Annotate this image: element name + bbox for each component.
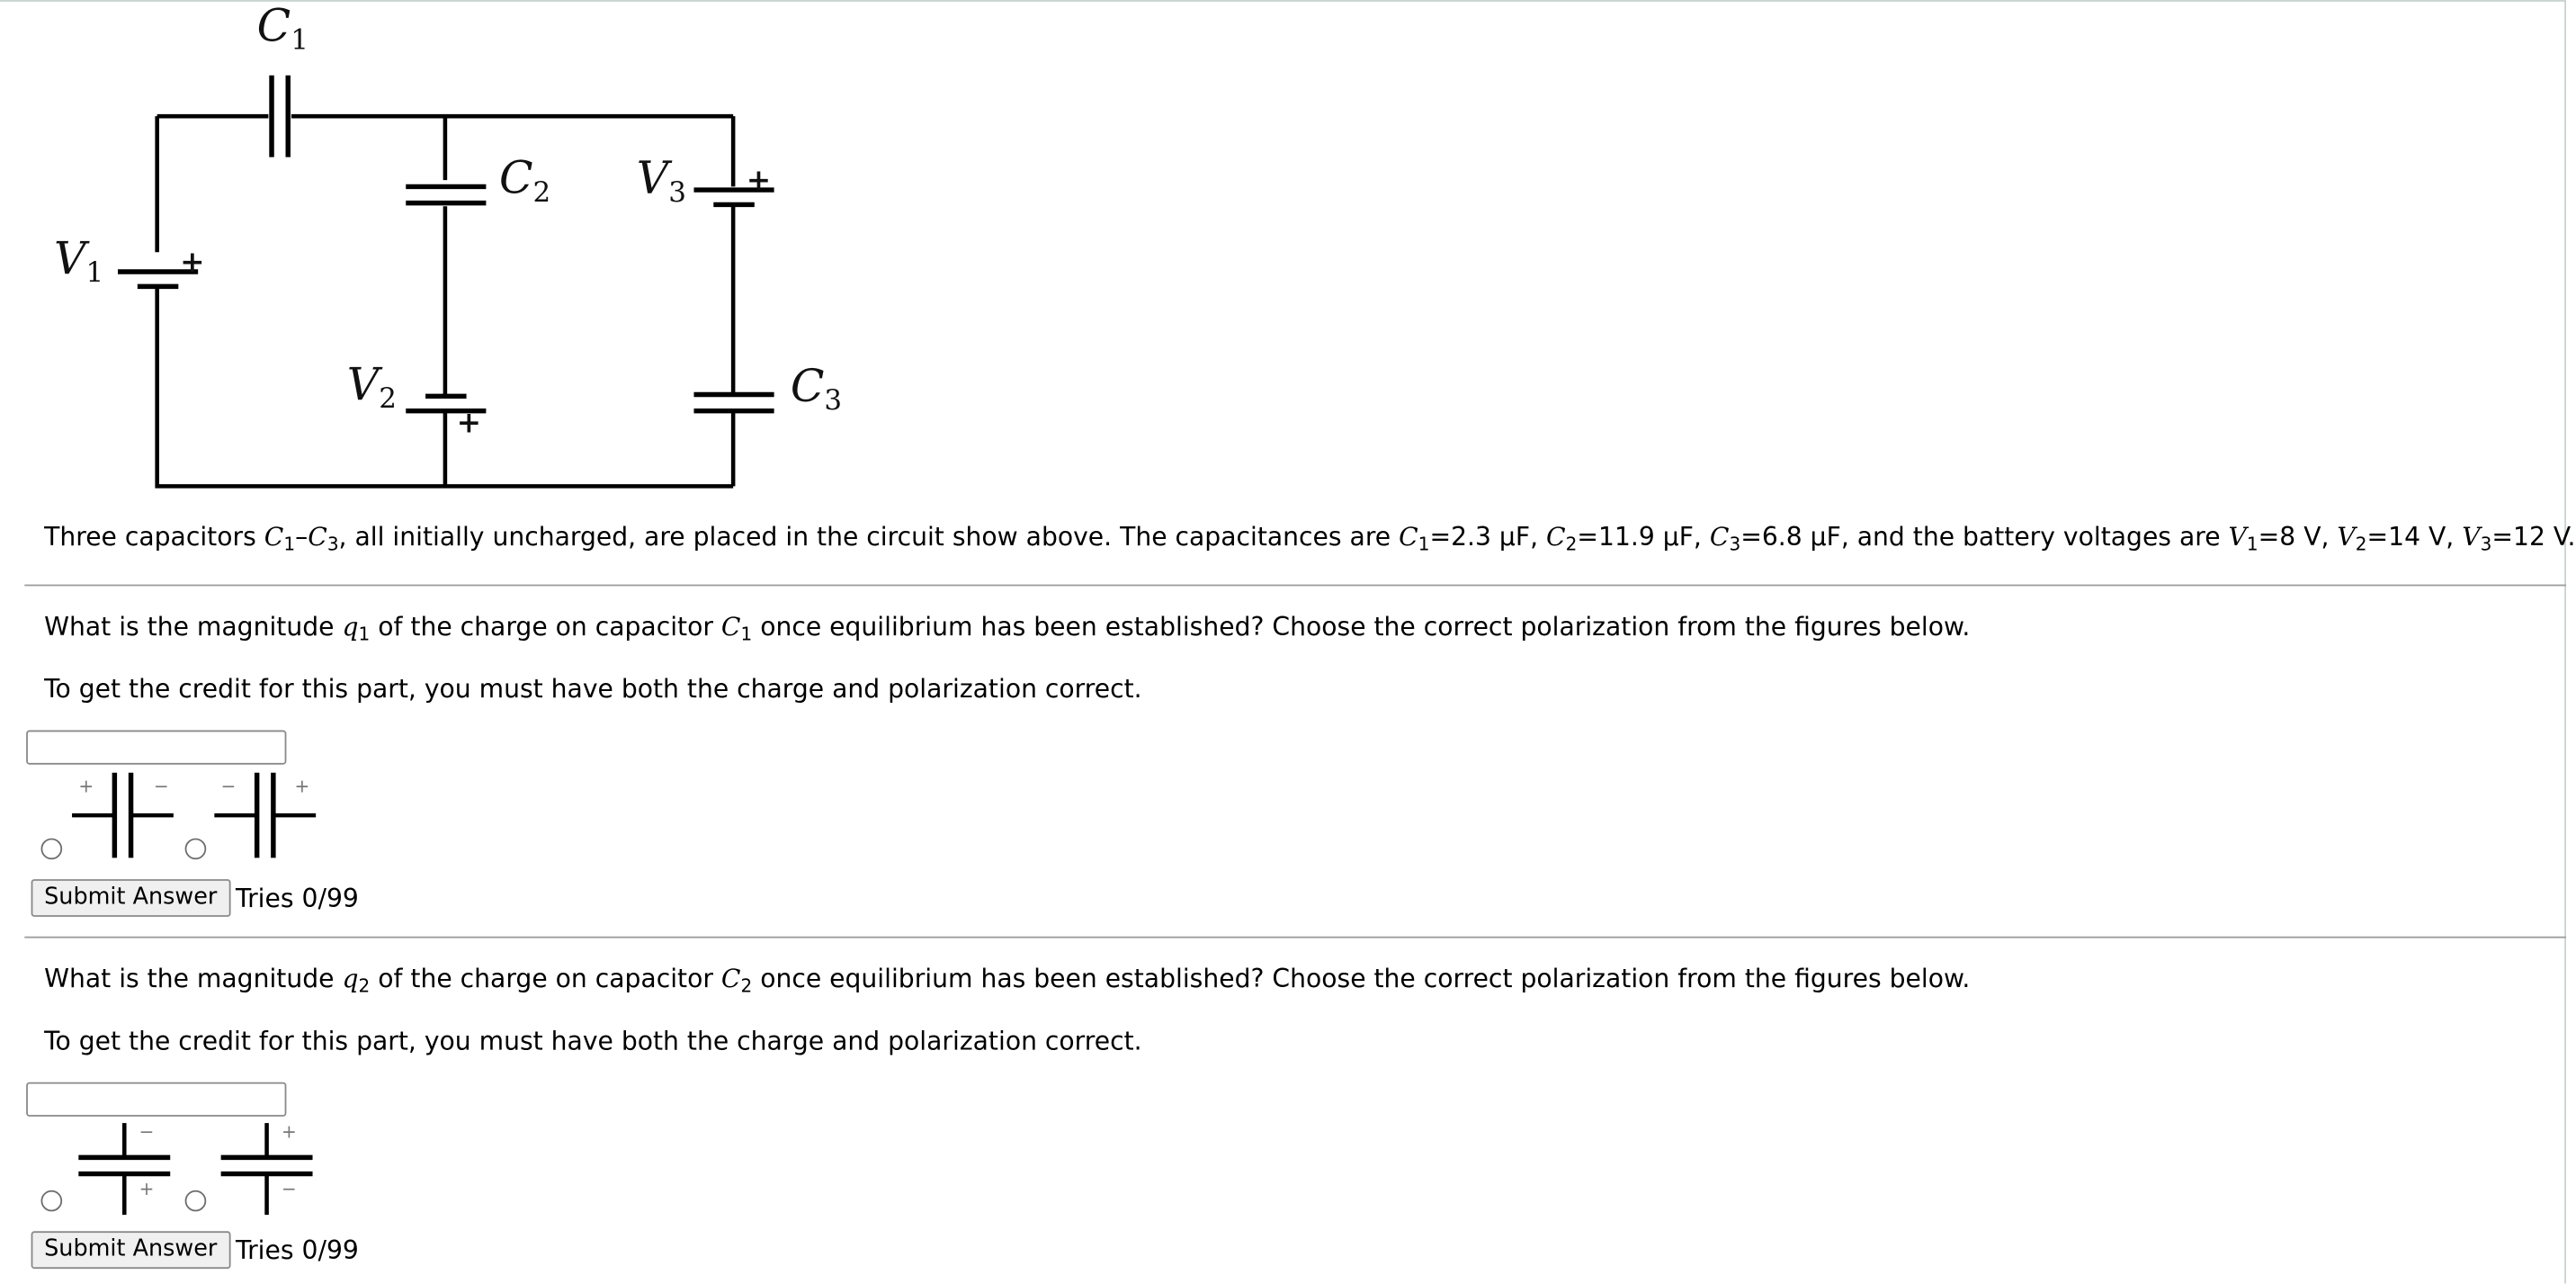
label-v1: V1 bbox=[54, 231, 104, 289]
part2-option-a-image bbox=[77, 1120, 173, 1215]
part1-answer-input[interactable] bbox=[26, 730, 286, 764]
part1-option-b-left-sign: − bbox=[220, 775, 237, 797]
part2-option-b-radio[interactable] bbox=[185, 1190, 207, 1212]
frame-right-border bbox=[2564, 0, 2566, 1283]
part2-answer-input[interactable] bbox=[26, 1082, 286, 1117]
part2-submit-button[interactable]: Submit Answer bbox=[31, 1231, 230, 1269]
section-divider bbox=[24, 937, 2566, 938]
part2-credit-note: To get the credit for this part, you must have both the charge and polarization correct. bbox=[44, 1026, 1142, 1056]
part1-option-b-radio[interactable] bbox=[185, 839, 207, 860]
v2-plus-sign: + bbox=[456, 404, 482, 440]
part2-option-a-radio[interactable] bbox=[40, 1190, 62, 1212]
part1-question: What is the magnitude $q_1$ of the charge on capacitor $C_1$ once equilibrium has been established? Choose the correct polarization from the figures below. bbox=[44, 612, 1971, 645]
part2-option-b-bottom-sign: − bbox=[281, 1178, 297, 1200]
part2-question: What is the magnitude $q_2$ of the charge on capacitor $C_2$ once equilibrium has been established? Choose the correct polarization from the figures below. bbox=[44, 964, 1971, 998]
part2-option-a-top-sign: − bbox=[139, 1120, 155, 1143]
part1-credit-note: To get the credit for this part, you must have both the charge and polarization correct. bbox=[44, 674, 1142, 705]
v1-plus-sign: + bbox=[180, 244, 205, 280]
part2-option-b-image bbox=[219, 1120, 315, 1215]
part2-option-a-bottom-sign: + bbox=[139, 1178, 155, 1200]
part1-tries: Tries 0/99 bbox=[236, 884, 359, 914]
part1-option-b-image bbox=[214, 773, 316, 863]
part1-option-b-right-sign: + bbox=[294, 775, 310, 797]
part2-tries: Tries 0/99 bbox=[236, 1235, 359, 1266]
part2-option-b-top-sign: + bbox=[281, 1120, 297, 1143]
label-v3: V3 bbox=[636, 151, 686, 209]
part1-option-a-left-sign: + bbox=[78, 775, 94, 797]
part1-option-a-radio[interactable] bbox=[40, 839, 62, 860]
label-c2: C2 bbox=[498, 151, 551, 209]
part1-submit-button[interactable]: Submit Answer bbox=[31, 879, 230, 917]
label-c3: C3 bbox=[790, 359, 843, 417]
section-divider bbox=[24, 585, 2566, 587]
part1-option-a-image bbox=[72, 773, 174, 863]
part1-option-a-right-sign: − bbox=[154, 775, 169, 797]
v3-plus-sign: + bbox=[746, 162, 772, 198]
circuit-diagram bbox=[0, 0, 917, 499]
label-v2: V2 bbox=[346, 357, 397, 416]
label-c1: C1 bbox=[256, 0, 309, 57]
problem-statement: Three capacitors $C_1-C_3$, all initially uncharged, are placed in the circuit show above. The capacitances are $C_1=2.3$ μF, $C_2=11.9$ μF, $C_3=6.8$ μF, and the battery voltages are $V_1=8$ V, $V_2=14$ V, $V_3=12$ V. bbox=[44, 522, 2576, 555]
